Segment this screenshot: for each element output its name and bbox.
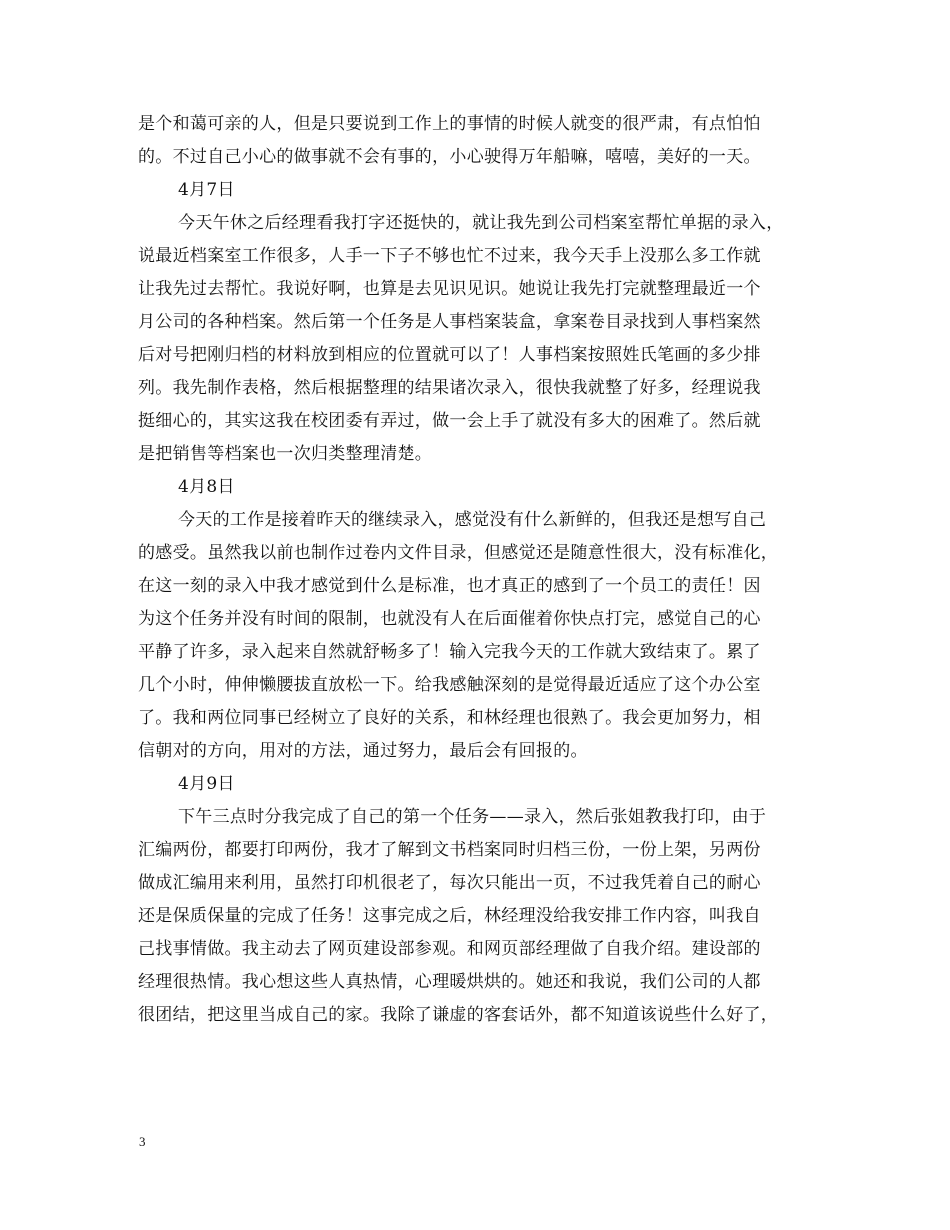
page-number: 3 <box>139 1134 146 1149</box>
body-text <box>138 108 818 1032</box>
text-line: 经理很热情。我心想这些人真热情，心理暖烘烘的。她还和我说，我们公司的人都 <box>138 972 761 992</box>
text-line: 信朝对的方向，用对的方法，通过努力，最后会有回报的。 <box>138 741 588 761</box>
paragraph-first-line: 今天的工作是接着昨天的继续录入，感觉没有什么新鲜的，但我还是想写自己 <box>178 510 767 530</box>
text-line: 说最近档案室工作很多，人手一下子不够也忙不过来，我今天手上没那么多工作就 <box>138 246 761 266</box>
text-line: 很团结，把这里当成自己的家。我除了谦虚的客套话外，都不知道该说些什么好了， <box>138 1005 779 1025</box>
paragraph-first-line: 下午三点时分我完成了自己的第一个任务——录入，然后张姐教我打印，由于 <box>178 807 767 827</box>
text-line: 挺细心的，其实这我在校团委有弄过，做一会上手了就没有多大的困难了。然后就 <box>138 411 761 431</box>
text-line: 几个小时，伸伸懒腰拔直放松一下。给我感触深刻的是觉得最近适应了这个办公室 <box>138 675 761 695</box>
text-line: 是个和蔼可亲的人，但是只要说到工作上的事情的时候人就变的很严肃，有点怕怕 <box>138 114 761 134</box>
date-heading: 4月8日 <box>178 477 235 497</box>
text-line: 还是保质保量的完成了任务！这事完成之后，林经理没给我安排工作内容，叫我自 <box>138 906 761 926</box>
date-heading: 4月7日 <box>178 180 235 200</box>
text-line: 月公司的各种档案。然后第一个任务是人事档案装盒，拿案卷目录找到人事档案然 <box>138 312 761 332</box>
text-line: 后对号把刚归档的材料放到相应的位置就可以了！人事档案按照姓氏笔画的多少排 <box>138 345 761 365</box>
text-line: 做成汇编用来利用，虽然打印机很老了，每次只能出一页，不过我凭着自己的耐心 <box>138 873 761 893</box>
text-line: 列。我先制作表格，然后根据整理的结果诸次录入，很快我就整了好多，经理说我 <box>138 378 761 398</box>
date-heading: 4月9日 <box>178 774 235 794</box>
text-line: 平静了许多，录入起来自然就舒畅多了！输入完我今天的工作就大致结束了。累了 <box>138 642 761 662</box>
text-line: 了。我和两位同事已经树立了良好的关系，和林经理也很熟了。我会更加努力，相 <box>138 708 761 728</box>
text-line: 是把销售等档案也一次归类整理清楚。 <box>138 444 433 464</box>
text-line: 汇编两份，都要打印两份，我才了解到文书档案同时归档三份，一份上架，另两份 <box>138 840 761 860</box>
paragraph-first-line: 今天午休之后经理看我打字还挺快的，就让我先到公司档案室帮忙单据的录入， <box>178 213 784 233</box>
text-line: 的。不过自己小心的做事就不会有事的，小心驶得万年船嘛，嘻嘻，美好的一天。 <box>138 147 761 167</box>
text-line: 为这个任务并没有时间的限制，也就没有人在后面催着你快点打完，感觉自己的心 <box>138 609 761 629</box>
text-line: 让我先过去帮忙。我说好啊，也算是去见识见识。她说让我先打完就整理最近一个 <box>138 279 761 299</box>
text-line: 在这一刻的录入中我才感觉到什么是标准，也才真正的感到了一个员工的责任！因 <box>138 576 761 596</box>
text-line: 的感受。虽然我以前也制作过卷内文件目录，但感觉还是随意性很大，没有标准化， <box>138 543 779 563</box>
text-line: 己找事情做。我主动去了网页建设部参观。和网页部经理做了自我介绍。建设部的 <box>138 939 761 959</box>
